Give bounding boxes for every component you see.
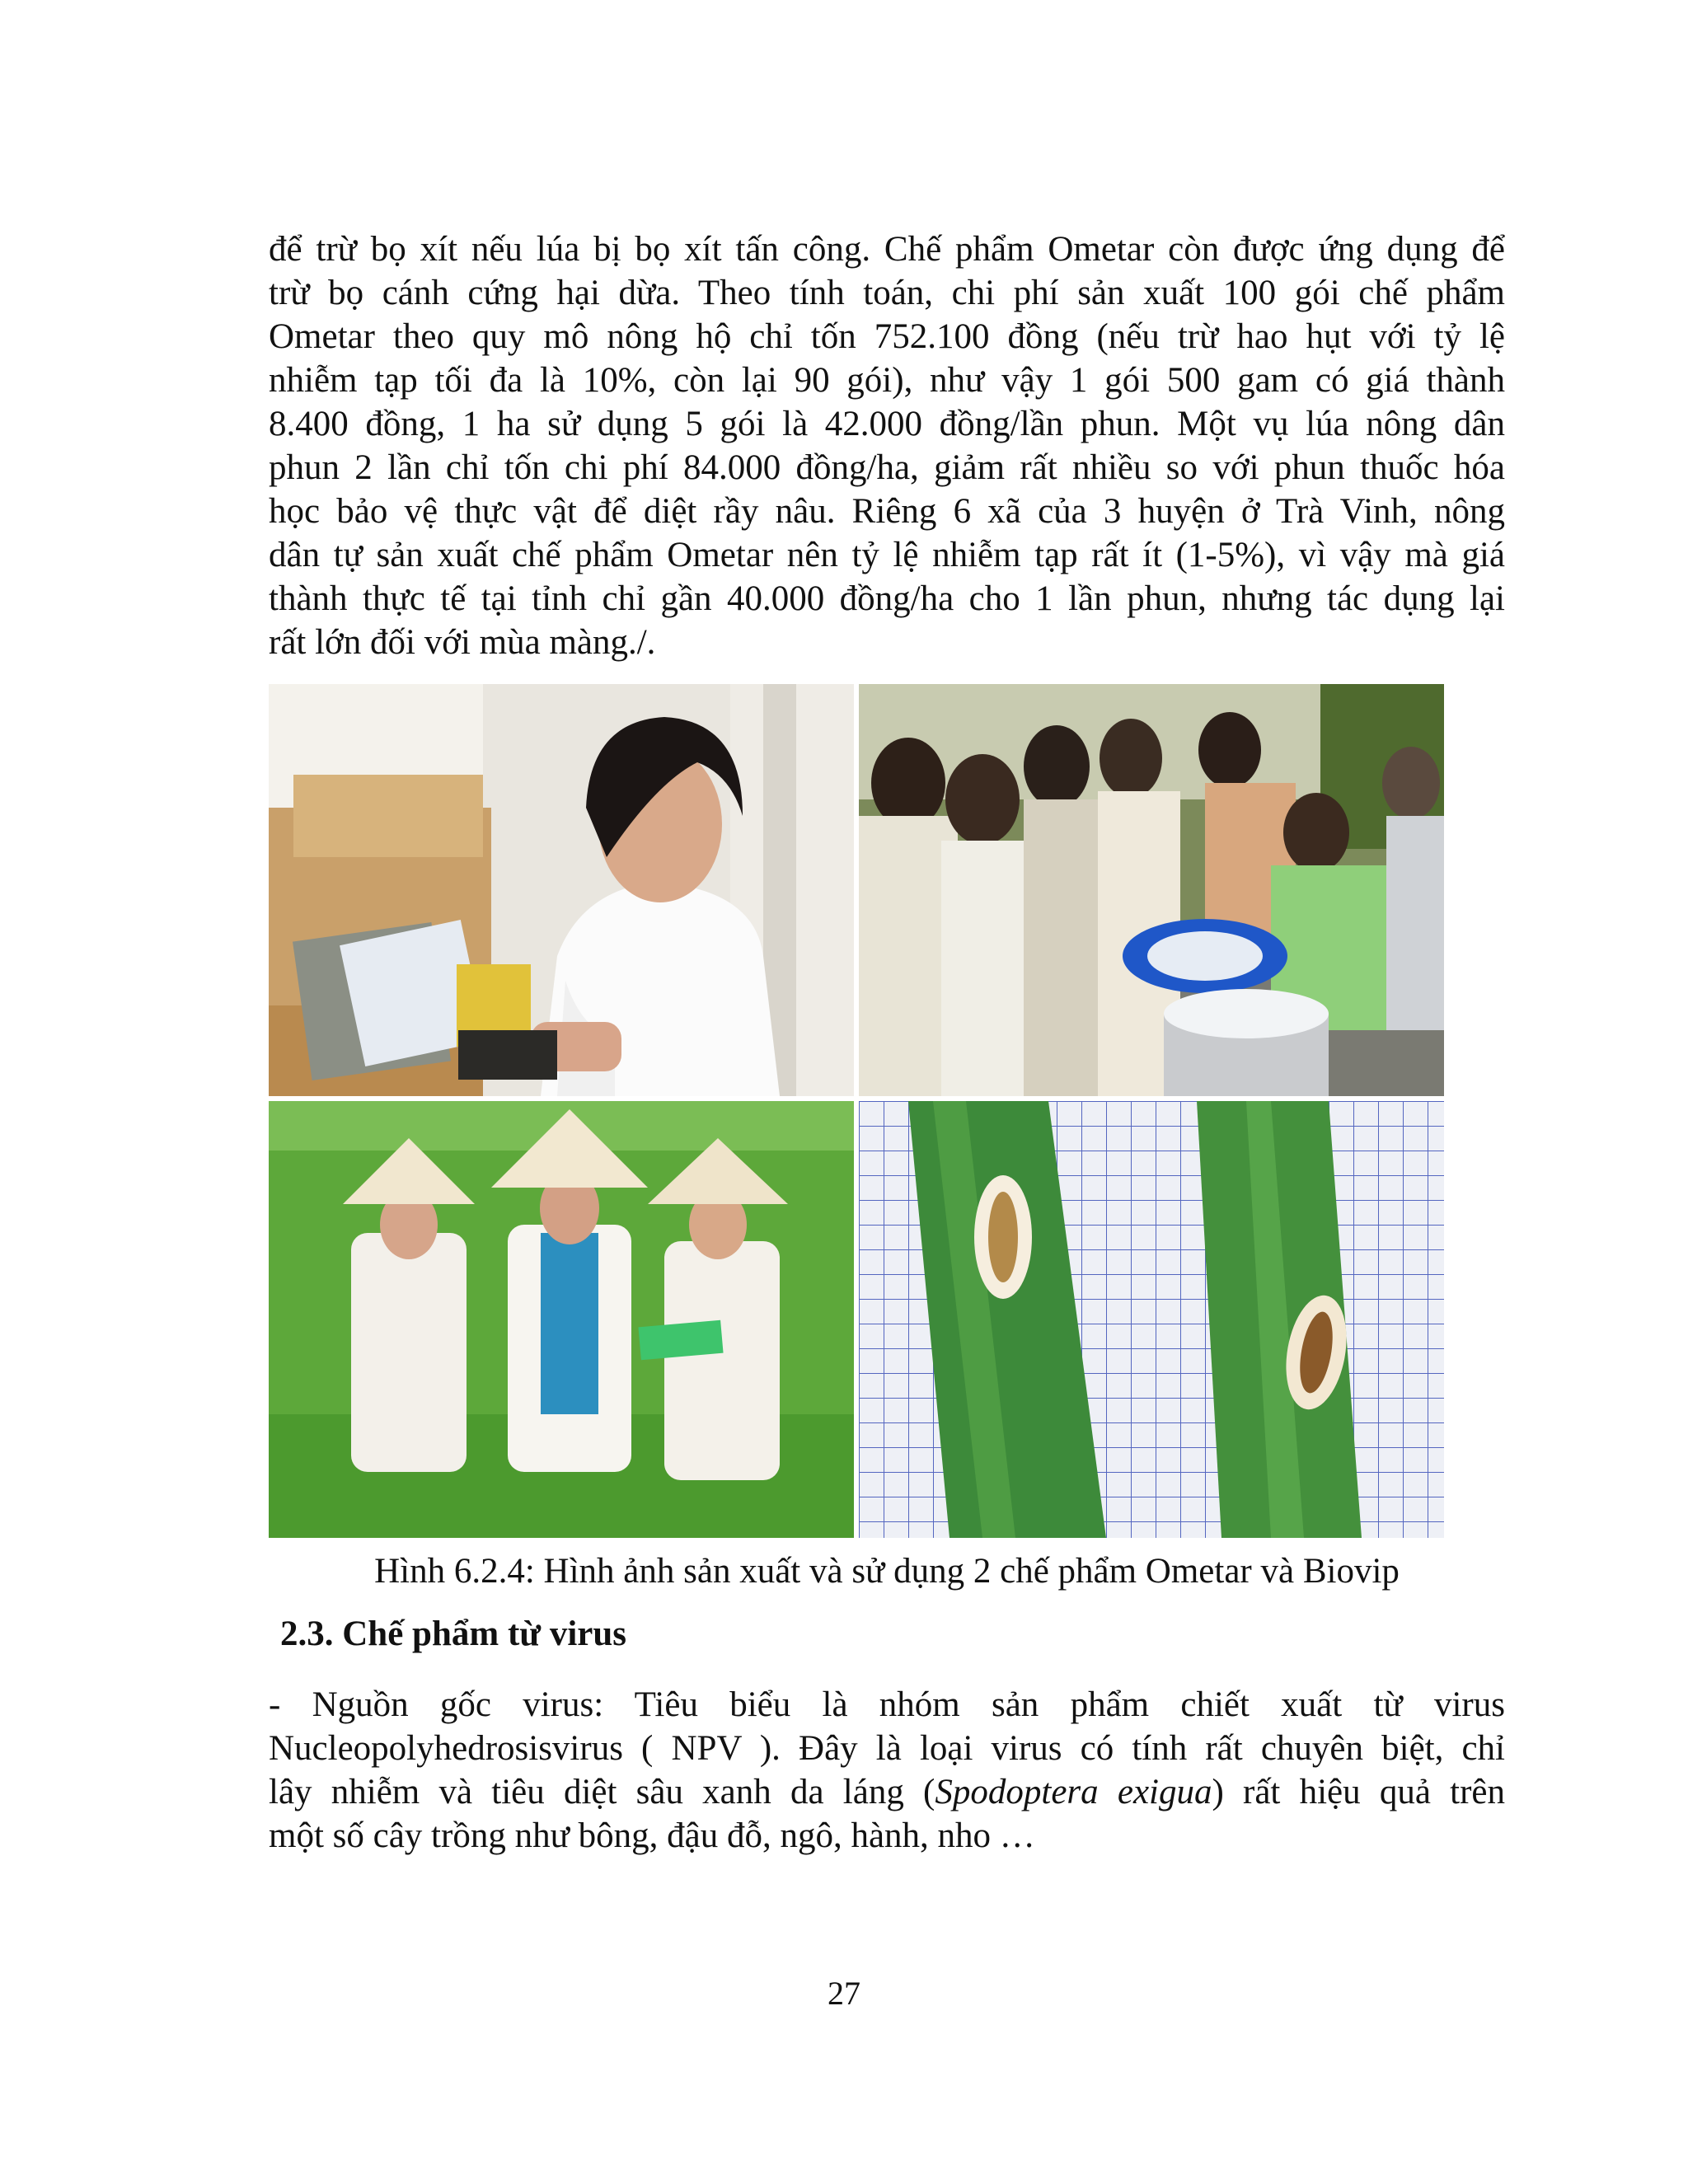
text-line: nhiễm tạp tối đa là 10%, còn lại 90 gói), như vậy 1 gói 500 gam có giá thành [269, 361, 1505, 400]
section-heading: 2.3. Chế phẩm từ virus [280, 1615, 627, 1653]
page-number: 27 [828, 1975, 860, 2012]
photo-infected-insects-on-stems [859, 1101, 1444, 1538]
photo-women-in-rice-field [269, 1101, 854, 1538]
text-line: học bảo vệ thực vật để diệt rầy nâu. Riêng 6 xã của 3 huyện ở Trà Vinh, nông [269, 492, 1505, 531]
text-line: một số cây trồng như bông, đậu đỗ, ngô, hành, nho … [269, 1816, 1035, 1855]
paragraph-virus-origin [269, 1683, 1505, 1858]
text-line [269, 1770, 1505, 1814]
text-segment: lây nhiễm và tiêu diệt sâu xanh da láng ( [269, 1773, 935, 1811]
photo-lab-woman-with-product [269, 684, 854, 1096]
text-line: rất lớn đối với mùa màng./. [269, 623, 656, 662]
paragraph-ometar-cost [269, 227, 1505, 664]
text-line: 8.400 đồng, 1 ha sử dụng 5 gói là 42.000 đồng/lần phun. Một vụ lúa nông dân [269, 405, 1505, 443]
text-line: trừ bọ cánh cứng hại dừa. Theo tính toán, chi phí sản xuất 100 gói chế phẩm [269, 274, 1505, 312]
photo-grid-figure [269, 684, 1444, 1538]
text-line: Ometar theo quy mô nông hộ chỉ tốn 752.100 đồng (nếu trừ hao hụt với tỷ lệ [269, 317, 1505, 356]
species-name: Spodoptera exigua [935, 1773, 1212, 1811]
text-line: phun 2 lần chỉ tốn chi phí 84.000 đồng/ha, giảm rất nhiều so với phun thuốc hóa [269, 448, 1505, 487]
text-line: thành thực tế tại tỉnh chỉ gần 40.000 đồng/ha cho 1 lần phun, nhưng tác dụng lại [269, 579, 1505, 618]
text-line: - Nguồn gốc virus: Tiêu biểu là nhóm sản phẩm chiết xuất từ virus [269, 1685, 1505, 1724]
photo-farmers-crowd-demonstration [859, 684, 1444, 1096]
text-line: để trừ bọ xít nếu lúa bị bọ xít tấn công. Chế phẩm Ometar còn được ứng dụng để [269, 230, 1505, 269]
figure-caption: Hình 6.2.4: Hình ảnh sản xuất và sử dụng 2 chế phẩm Ometar và Biovip [374, 1552, 1400, 1591]
text-segment: ) rất hiệu quả trên [1212, 1773, 1505, 1811]
text-line: dân tự sản xuất chế phẩm Ometar nên tỷ lệ nhiễm tạp rất ít (1-5%), vì vậy mà giá [269, 536, 1505, 574]
text-line: Nucleopolyhedrosisvirus ( NPV ). Đây là loại virus có tính rất chuyên biệt, chỉ [269, 1729, 1505, 1768]
